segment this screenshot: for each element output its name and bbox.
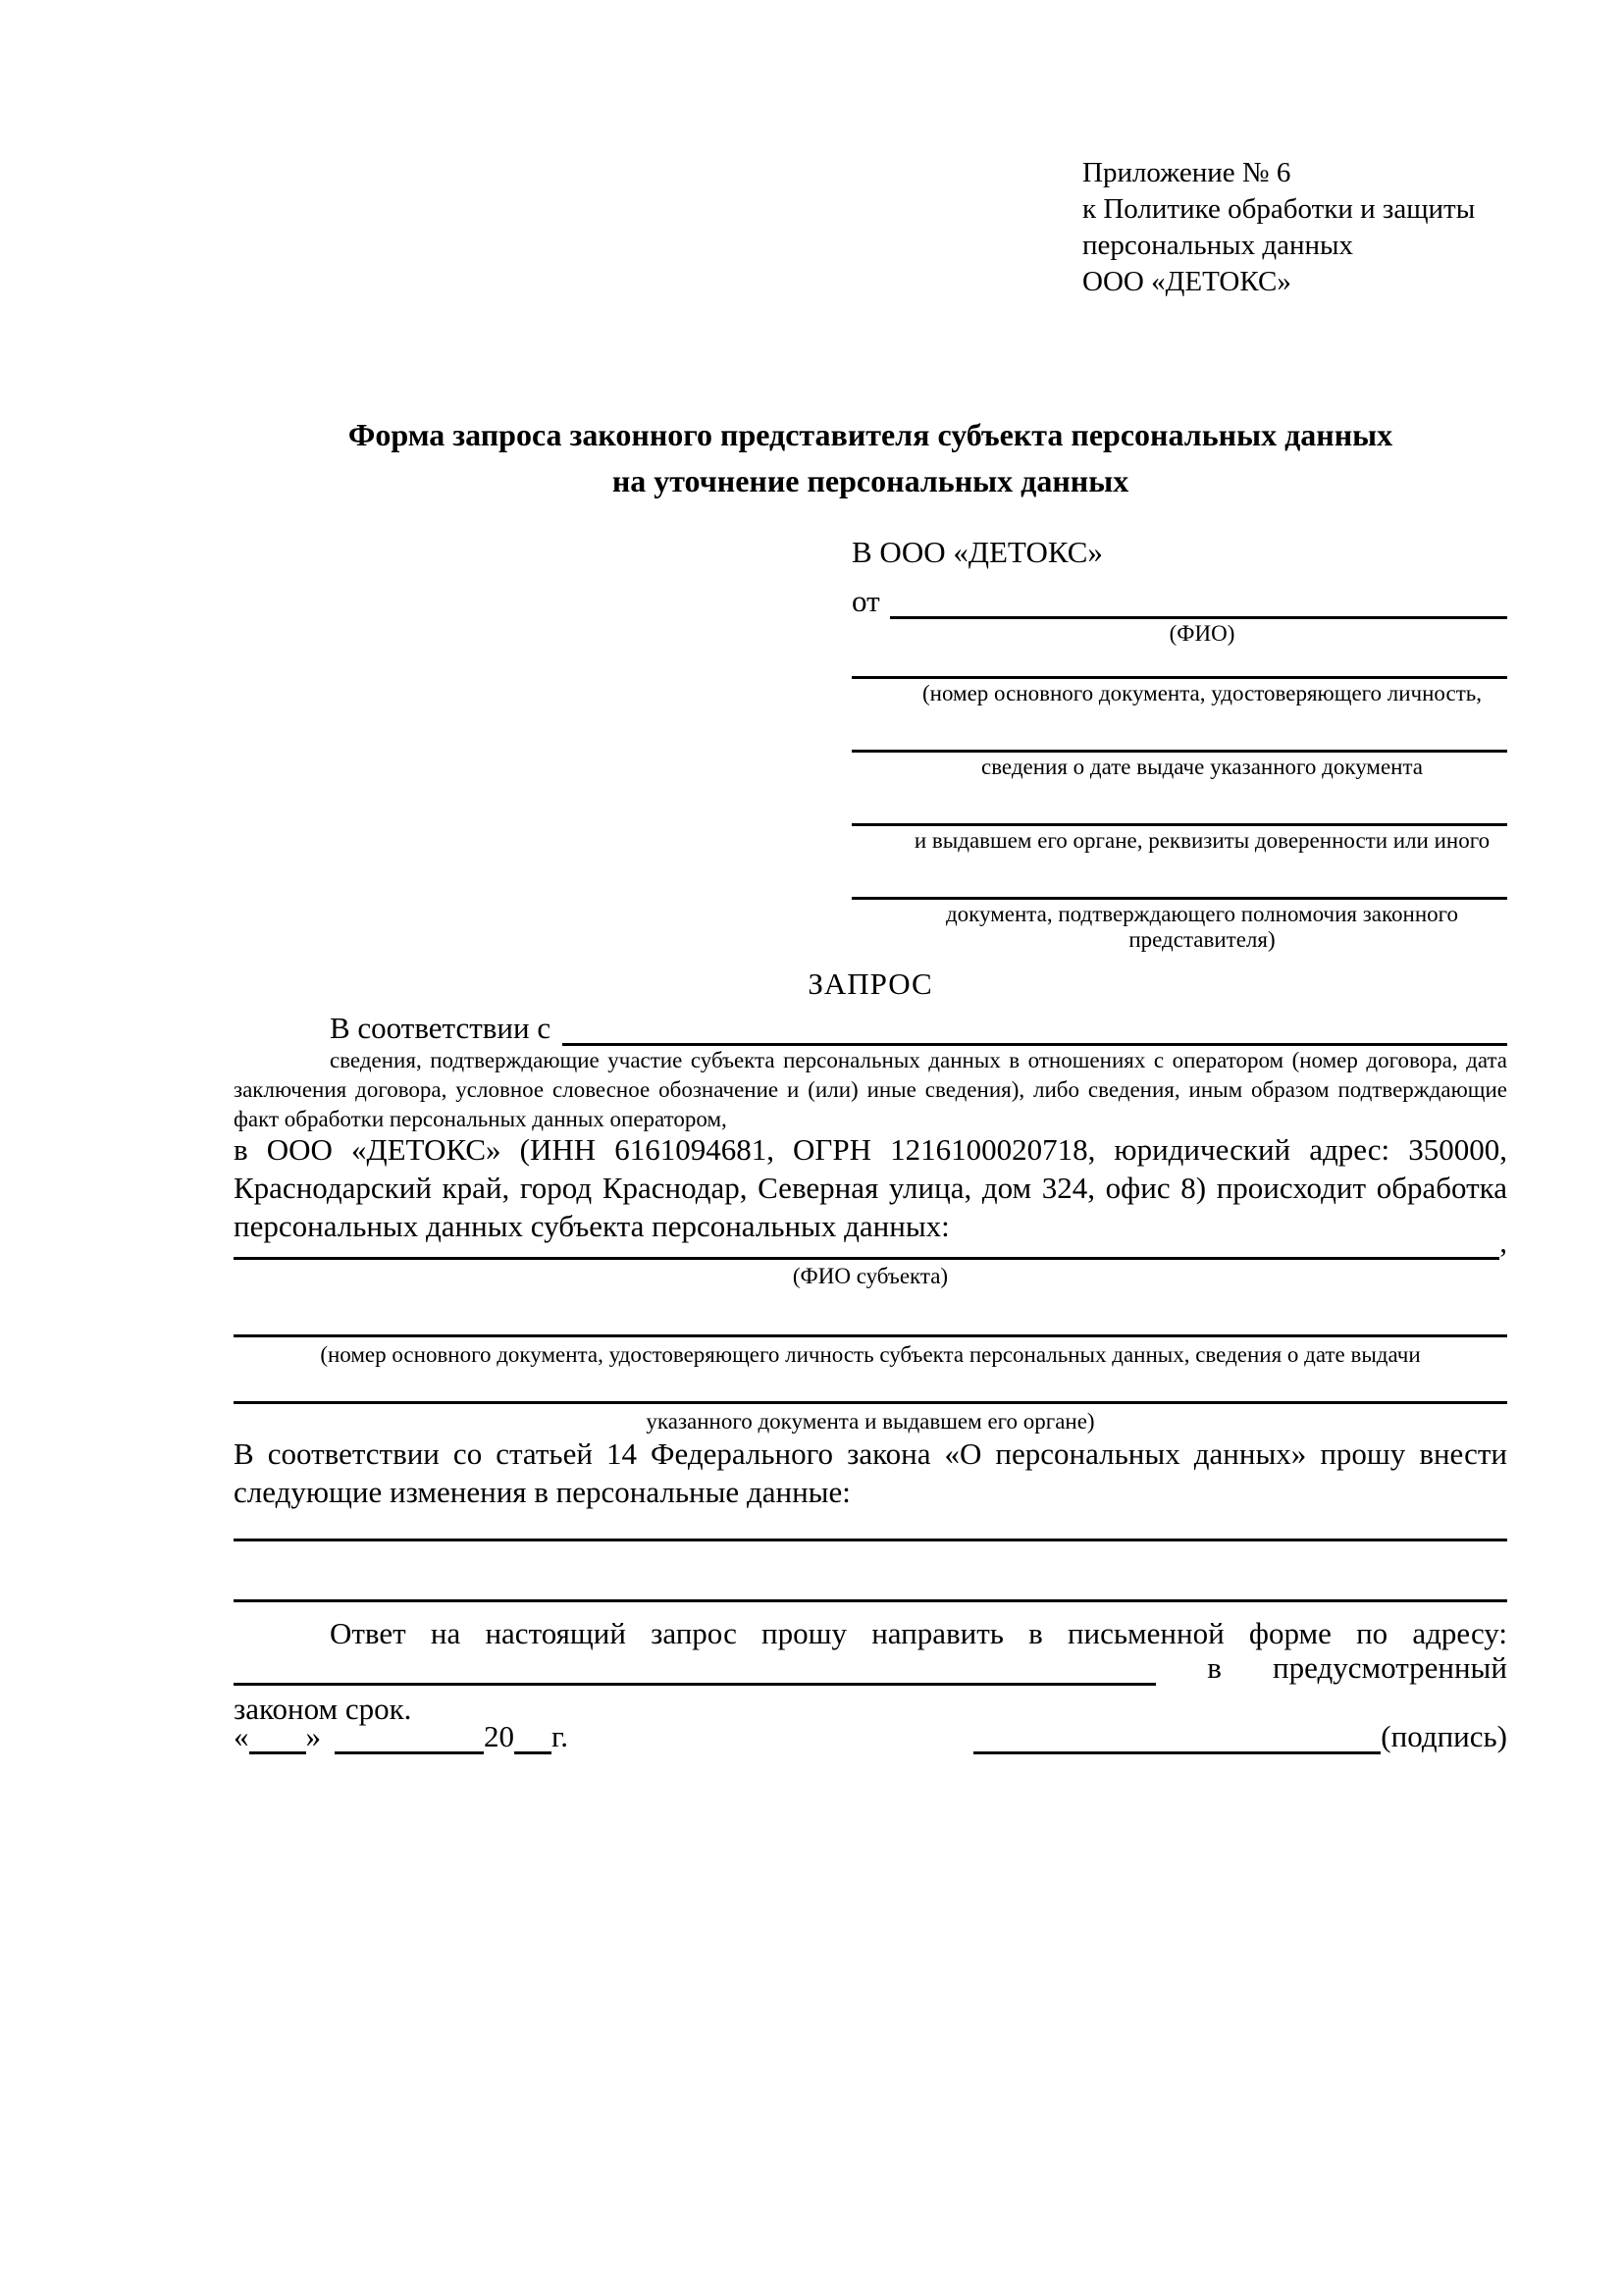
appendix-line: Приложение № 6 xyxy=(1082,157,1291,188)
blank-caption: документа, подтверждающего полномочия законного представителя) xyxy=(945,902,1458,952)
blank-line-issue-date xyxy=(852,706,1507,753)
appendix-line: ООО «ДЕТОКС» xyxy=(1082,266,1291,297)
blank-line-issuing-authority xyxy=(852,780,1507,826)
subject-fio-blank-line xyxy=(234,1227,1499,1260)
accordance-row xyxy=(234,1011,1507,1046)
accordance-label: В соответствии с xyxy=(330,1011,551,1045)
answer-word-predusmotrenny: предусмотренный xyxy=(1273,1650,1507,1685)
accordance-caption: сведения, подтверждающие участие субъекта персональных данных в отношениях с оператором (номер договора, дата заключения договора, условное словесное обозначение и (или) иные сведения), либо сведения, иным образом подтверждающие факт обработки персональных данных оператором, xyxy=(234,1048,1507,1131)
trailing-comma: , xyxy=(1499,1225,1507,1259)
blank-caption: сведения о дате выдаче указанного документа xyxy=(980,755,1424,779)
operator-paragraph: в ООО «ДЕТОКС» (ИНН 6161094681, ОГРН 1216100020718, юридический адрес: 350000, Краснодарский край, город Краснодар, Северная улица, дом 324, офис 8) происходит обработка персональных данных субъекта персональных данных: xyxy=(234,1132,1507,1243)
year-blank-line xyxy=(514,1722,551,1754)
title-line-1: Форма запроса законного представителя субъекта персональных данных xyxy=(347,417,1393,452)
from-label: от xyxy=(852,584,880,618)
month-blank-line xyxy=(335,1722,484,1754)
signature-caption: (подпись) xyxy=(1381,1719,1507,1753)
signature-blank-line xyxy=(973,1722,1381,1754)
addressee-block xyxy=(852,535,1507,953)
signature-group xyxy=(973,1719,1507,1754)
subject-doc-caption-1: (номер основного документа, удостоверяющего личность субъекта персональных данных, сведения о дате выдачи xyxy=(320,1342,1421,1367)
signoff-row xyxy=(234,1719,1507,1754)
appendix-block xyxy=(1082,155,1475,300)
answer-address-row xyxy=(234,1650,1507,1686)
changes-blank-line-1 xyxy=(234,1501,1507,1541)
subject-fio-row xyxy=(234,1225,1507,1260)
close-quote: » xyxy=(305,1719,321,1753)
blank-line-authority-document xyxy=(852,854,1507,900)
blank-caption: и выдавшем его органе, реквизиты доверенности или иного xyxy=(914,828,1491,853)
addressee-to: В ООО «ДЕТОКС» xyxy=(852,535,1103,569)
appendix-line: к Политике обработки и защиты xyxy=(1082,193,1476,225)
subject-doc-blank-line-1 xyxy=(234,1305,1507,1337)
from-row xyxy=(852,584,1507,619)
subject-fio-caption: (ФИО субъекта) xyxy=(792,1264,949,1288)
answer-line-3: законом срок. xyxy=(234,1692,412,1726)
open-quote: « xyxy=(234,1719,249,1753)
year-suffix: г. xyxy=(551,1719,568,1753)
subject-doc-blank-line-2 xyxy=(234,1372,1507,1404)
title-line-2: на уточнение персональных данных xyxy=(611,463,1129,498)
year-prefix: 20 xyxy=(484,1719,514,1753)
day-blank-line xyxy=(249,1722,306,1754)
from-fio-blank-line xyxy=(890,584,1507,619)
request-heading: ЗАПРОС xyxy=(808,966,933,1001)
subject-doc-caption-2: указанного документа и выдавшем его органе) xyxy=(646,1409,1095,1434)
appendix-line: персональных данных xyxy=(1082,230,1354,261)
accordance-blank-line xyxy=(562,1011,1507,1046)
changes-blank-line-2 xyxy=(234,1562,1507,1602)
fio-caption: (ФИО) xyxy=(1169,621,1235,646)
address-blank-line xyxy=(234,1651,1156,1686)
answer-line-1: Ответ на настоящий запрос прошу направить в письменной форме по адресу: xyxy=(330,1616,1507,1650)
answer-word-v: в xyxy=(1207,1650,1222,1685)
blank-caption: (номер основного документа, удостоверяющего личность, xyxy=(921,681,1482,705)
document-title xyxy=(234,412,1507,504)
law-paragraph: В соответствии со статьей 14 Федерального закона «О персональных данных» прошу внести следующие изменения в персональные данные: xyxy=(234,1436,1507,1509)
blank-line-document-number xyxy=(852,647,1507,679)
